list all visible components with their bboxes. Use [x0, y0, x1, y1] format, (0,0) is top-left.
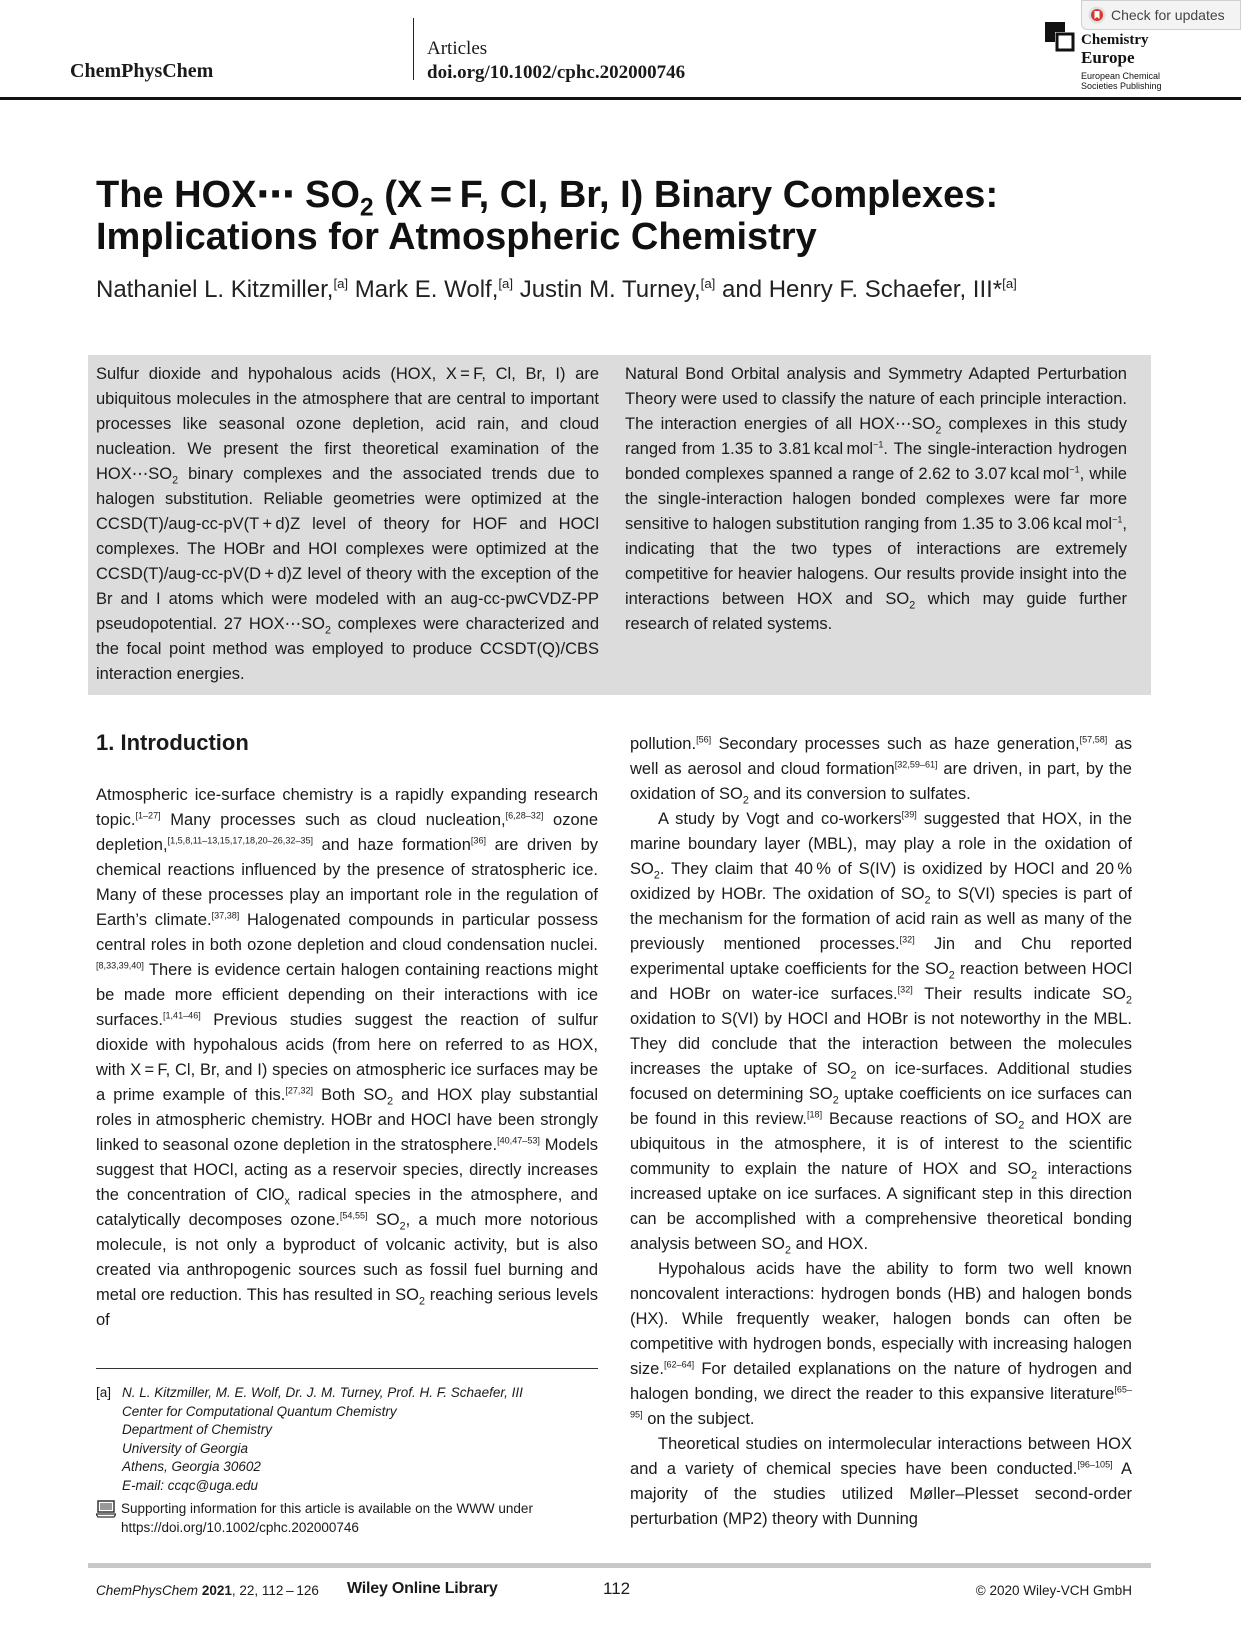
section-heading: 1. Introduction — [96, 730, 249, 755]
doi-link[interactable]: doi.org/10.1002/cphc.202000746 — [427, 62, 686, 83]
affiliation-tag: [a] — [96, 1385, 112, 1400]
affiliation-mark: [a] — [1002, 276, 1017, 291]
supporting-info-note: Supporting information for this article is available on the WWW under https://doi.org/10.1002/cphc.202000746 — [121, 1501, 533, 1535]
section-label: Articles — [427, 38, 488, 59]
article-title: The HOX⋯ $SO_2$ (X = F, Cl, Br, I) Binary Complexes: Implications for Atmospheric Chemistry — [96, 174, 999, 258]
publisher-logo-subtitle: European Chemical — [1081, 71, 1161, 81]
paragraph: Hypohalous acids have the ability to form two well known noncovalent interactions: hydrogen bonds (HB) and halogen bonds (HX). While frequently weaker, halogen bonds can often be competitive with hydrogen bonds, especially with increasing halogen size.[62–64] For detailed explanations on the nature of hydrogen and halogen bonding, we direct the reader to this expansive literature[65–95] on the subject. — [630, 1260, 1132, 1428]
affiliation-mark: [a] — [700, 276, 716, 291]
page-number: 112 — [603, 1579, 631, 1598]
affiliation-mark: [a] — [333, 276, 349, 291]
computer-icon — [96, 1500, 116, 1518]
footer-library-link[interactable]: Wiley Online Library — [347, 1580, 498, 1597]
publisher-logo-name: Europe — [1081, 48, 1135, 67]
publisher-logo-subtitle: Societies Publishing — [1081, 81, 1162, 91]
author-name: Justin M. Turney, — [513, 276, 701, 303]
check-for-updates-button[interactable] — [1081, 0, 1241, 30]
publisher-logo-mark-icon — [1045, 22, 1075, 52]
paragraph: pollution.[56] Secondary processes such as haze generation,[57,58] as well as aerosol and cloud formation[32,59–61] are driven, in part, by the oxidation of $SO_2$ and its conversion to sulfates. — [630, 734, 1133, 807]
header-divider — [413, 18, 414, 80]
intro-right-column — [630, 732, 1132, 1532]
abstract-left-column: Sulfur dioxide and hypohalous acids (HOX, X = F, Cl, Br, I) are ubiquitous molecules in the atmosphere that are central to important processes like seasonal ozone depletion, acid rain, and cloud nucleation. We present the first theoretical examination of the $HOX\cdots SO_2$ binary complexes and the associated trends due to halogen substitution. Reliable geometries were optimized at the CCSD(T)/aug-cc-pV(T + d)Z level of theory for HOF and HOCl complexes. The HOBr and HOI complexes were optimized at the CCSD(T)/aug-cc-pV(D + d)Z level of theory with the exception of the Br and I atoms which were modeled with an aug-cc-pwCVDZ-PP pseudopotential. 27 $HOX\cdots SO_2$ complexes were characterized and the focal point method was employed to produce CCSDT(Q)/CBS interaction energies. — [96, 365, 600, 683]
contact-email: E-mail: ccqc@uga.edu — [122, 1477, 259, 1493]
journal-name: ChemPhysChem — [70, 60, 214, 82]
affiliation-mark: [a] — [498, 276, 514, 291]
paragraph: A study by Vogt and co-workers[39] suggested that HOX, in the marine boundary layer (MBL), may play a role in the oxidation of $SO_2$. They claim that 40 % of S(IV) is oxidized by HOCl and 20 % oxidized by HOBr. The oxidation of $SO_2$ to S(VI) species is part of the mechanism for the formation of acid rain as well as many of the previously mentioned processes.[32] Jin and Chu reported experimental uptake coefficients for the $SO_2$ reaction between HOCl and HOBr on water-ice surfaces.[32] Their results indicate $SO_2$ oxidation to S(VI) by HOCl and HOBr is not noteworthy in the MBL. They did conclude that the interaction between the molecules increases the uptake of $SO_2$ on ice-surfaces. Additional studies focused on determining $SO_2$ uptake coefficients on ice surfaces can be found in this review.[18] Because reactions of $SO_2$ and HOX are ubiquitous in the atmosphere, it is of interest to the scientific community to explain the nature of HOX and $SO_2$ interactions increased uptake on ice surfaces. A significant step in this direction can be accomplished with a comprehensive theoretical bonding analysis between $SO_2$ and HOX. — [630, 809, 1133, 1257]
paragraph: Theoretical studies on intermolecular interactions between HOX and a variety of chemical species have been conducted.[96–105] A majority of the studies utilized Møller–Plesset second-order perturbation (MP2) theory with Dunning — [630, 1435, 1132, 1528]
author-name: Nathaniel L. Kitzmiller, — [96, 276, 334, 303]
affiliation-footnote: [a] N. L. Kitzmiller, M. E. Wolf, Dr. J. M. Turney, Prof. H. F. Schaefer, III Center for Computational Quantum Chemistry Department of Chemistry University of Georgia Athens, Georgia 30602 E-mail: ccqc@uga.edu — [96, 1384, 598, 1495]
check-updates-label: Check for updates — [1111, 7, 1225, 23]
footer-copyright: © 2020 Wiley-VCH GmbH — [975, 1583, 1132, 1598]
supporting-info-link[interactable]: https://doi.org/10.1002/cphc.202000746 — [121, 1519, 359, 1535]
footer-citation: ChemPhysChem 2021, 22, 112 – 126 — [96, 1583, 319, 1598]
abstract-right-column: Natural Bond Orbital analysis and Symmetry Adapted Perturbation Theory were used to classify the nature of each principle interaction. The interaction energies of all $HOX\cdots SO_2$ complexes in this study ranged from 1.35 to 3.81 kcal mol$^{-1}$. The single-interaction hydrogen bonded complexes spanned a range of 2.62 to 3.07 kcal mol$^{-1}$, while the single-interaction halogen bonded complexes were far more sensitive to halogen substitution ranging from 1.35 to 3.06 kcal mol$^{-1}$, indicating that the two types of interactions are extremely competitive for heavier halogens. Our results provide insight into the interactions between HOX and $SO_2$ which may guide further research of related systems. — [625, 365, 1127, 633]
header-rule — [0, 97, 1241, 100]
intro-left-column: Atmospheric ice-surface chemistry is a rapidly expanding research topic.[1–27] Many processes such as cloud nucleation,[6,28–32] ozone depletion,[1,5,8,11–13,15,17,18,20–26,32–35] and haze formation[36] are driven by chemical reactions influenced by the presence of stratospheric ice. Many of these processes play an important role in the regulation of Earth’s climate.[37,38] Halogenated compounds in particular possess central roles in both ozone depletion and cloud condensation nuclei.[8,33,39,40] There is evidence certain halogen containing reactions might be made more efficient depending on their interactions with ice surfaces.[1,41–46] Previous studies suggest the reaction of sulfur dioxide with hypohalous acids (from here on referred to as HOX, with X = F, Cl, Br, and I) species on atmospheric ice surfaces may be a prime example of this.[27,32] Both $SO_2$ and HOX play substantial roles in atmospheric chemistry. HOBr and HOCl have been strongly linked to seasonal ozone depletion in the stratosphere.[40,47–53] Models suggest that HOCl, acting as a reservoir species, directly increases the concentration of ClO$_x$ radical species in the atmosphere, and catalytically decomposes ozone.[54,55] $SO_2$, a much more notorious molecule, is not only a byproduct of volcanic activity, but is also created via anthropogenic sources such as fossil fuel burning and metal ore reduction. This has resulted in $SO_2$ reaching serious levels of — [96, 786, 599, 1329]
abstract-box — [88, 355, 1151, 695]
footer-rule — [88, 1563, 1151, 1568]
author-list — [96, 276, 1156, 304]
author-name: and Henry F. Schaefer, III* — [715, 276, 1003, 303]
check-updates-icon — [1088, 6, 1106, 24]
publisher-logo-name: Chemistry — [1081, 32, 1149, 48]
author-name: Mark E. Wolf, — [348, 276, 499, 303]
footnote-rule — [96, 1368, 598, 1369]
